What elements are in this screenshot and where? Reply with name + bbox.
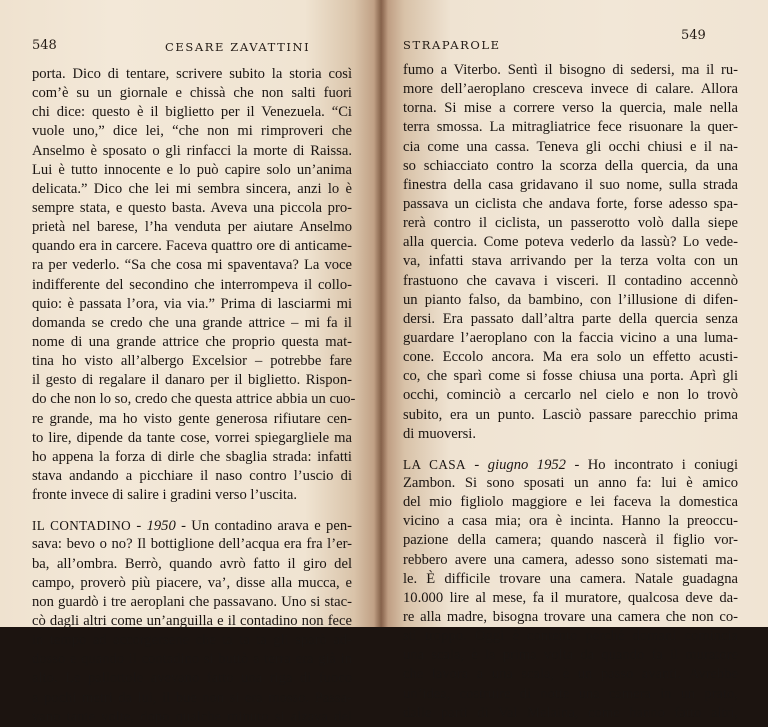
text-line: re grande, ma ho visto gente generosa rifiutare cen- <box>32 410 352 427</box>
text-line: quio: è passata l’ora, via via.” Prima di lasciarmi mi <box>32 295 352 312</box>
text-line: non guardò i tre aeroplani che passavano. Uno si stac- <box>32 593 352 610</box>
right-paragraph-1 <box>403 61 738 444</box>
text-line: ra per vederlo. “Sa che cosa mi spaventava? La voce <box>32 257 352 274</box>
text-line: to lire, dipende da tante cose, vorrei spiegargliele ma <box>32 429 352 446</box>
text-line: dalle parti di Val Melaina, come hanno fatto altri, <box>403 704 738 721</box>
section-heading-line <box>403 455 738 474</box>
text-line: Zambon. Si sono sposati un anno fa: lui è amico <box>403 474 738 491</box>
text-line: va, infatti stava arrivando per la terza volta con un <box>403 253 738 270</box>
section-first-line: - Ho incontrato i coniugi <box>565 456 739 473</box>
text-line: passava un ciclista che andava forte, forse adesso spa- <box>403 195 738 212</box>
text-line: sempre stata, e questo basta. Aveva una piccola pro- <box>32 199 352 216</box>
section-date-separator: - <box>465 456 488 473</box>
text-line: Lui è tutto innocente e lo può capire solo un’anima <box>32 161 352 178</box>
text-line: chi dice: questo è il biglietto per il Venezuela. “Ci <box>32 104 352 121</box>
text-line: pazione della camera; quando nascerà il figlio vor- <box>403 532 738 549</box>
text-line: alla quercia. Come poteva vederlo da lassù? Lo vede- <box>403 234 738 251</box>
text-line: tina ho visto all’albergo Excelsior – potrebbe fare <box>32 353 352 370</box>
left-paragraph-1 <box>32 65 356 505</box>
right-page-number: 549 <box>681 28 706 43</box>
section-first-line: - Un contadino arava e pen- <box>175 518 352 535</box>
text-line: finestra della casa gridavano il suo nome, sulla strada <box>403 176 738 193</box>
text-line: so schiacciato contro la scorza della quercia, da una <box>403 157 738 174</box>
section-date-separator: - <box>131 518 147 535</box>
text-line: delicata.” Dico che lei mi sembra sincera, anzi lo è <box>32 180 352 197</box>
text-line: domanda se credo che una grande attrice – mi fa il <box>32 314 352 331</box>
text-line: do che non lo so, credo che questa attrice abbia un cuo- <box>32 391 356 408</box>
text-line: stava andando a picchiare il naso contro l’uscio di <box>32 467 352 484</box>
text-line: com’è su un giornale e chissà che non salti fuori <box>32 85 352 102</box>
text-line: in tempo ad accorgersene che ta ta ta gli sparò ad- <box>32 632 352 649</box>
text-line: di muoversi. <box>403 425 476 442</box>
text-line: quando era in carcere. Faceva quattro ore di anticame- <box>32 238 352 255</box>
text-line: rebbero avere una camera, adesso sono sistemati ma- <box>403 551 738 568</box>
text-line: ho appena la forza di dirle che sbaglia strada: infatti <box>32 448 352 465</box>
right-page-text <box>403 61 738 723</box>
text-line: che lavora a una scala, è un passo avanti. Avrebbe <box>403 666 738 683</box>
right-running-head: STRAPAROLE <box>403 38 501 52</box>
section-date: 1950 <box>146 518 176 535</box>
text-line: terra smossa. La mitragliatrice fece risuonare la quer- <box>403 119 738 136</box>
text-line: una scala, è la prima volta da quando fa il muratore <box>403 647 738 664</box>
text-line: cò dagli altri come un’anguilla e il contadino non fece <box>32 612 352 629</box>
section-heading-line <box>32 516 352 535</box>
text-line: campo, proverò più piacere, va’, disse alla mucca, e <box>32 574 352 591</box>
text-line: ba, all’ombra. Berrò, quando avrò fatto il giro del <box>32 555 352 572</box>
text-line: nome di una grande attrice che proprio questa mat- <box>32 333 352 350</box>
text-line: rerà contro il ciclista, un passerotto volò dalla siepe <box>403 215 738 232</box>
text-line: il gesto di regalare il danaro per il biglietto. Rispon- <box>32 372 352 389</box>
text-line: vano tante volte, dopo qualche minuto si alzava del <box>32 708 352 725</box>
text-line: Anselmo è sposato o gli rinfacci la morte di Raissa. <box>32 142 352 159</box>
left-section-2-lines <box>32 535 352 726</box>
text-line: alto. Le pallottole avevano fatto una riga di fuoco <box>32 670 352 687</box>
text-line: sti troppo. Oggi è contento perché domani comincia <box>403 628 738 645</box>
text-line: cia come una cassa. Teneva gli occhi chiusi e il na- <box>403 138 738 155</box>
text-line: prietà nel barese, l’ha venduta per aiutare Anselmo <box>32 219 352 236</box>
section-date: giugno 1952 <box>487 456 566 473</box>
text-line: more dell’aeroplano cresceva invece di calare. Allora <box>403 81 738 98</box>
text-line: fumo a Viterbo. Sentì il bisogno di sedersi, ma il ru- <box>403 62 738 78</box>
text-line: subito, era un punto. Lasciò passare parecchio prima <box>403 406 738 423</box>
section-title: IL CONTADINO <box>32 518 132 534</box>
text-line: del mio figliolo maggiore e lei faceva la domestica <box>403 494 738 511</box>
text-line: fronte invece di salire i gradini verso l’uscita. <box>32 487 298 504</box>
text-line: indifferente del secondino che interrompeva il collo- <box>32 276 352 293</box>
text-line: a pochi metri da lui, il bue non si era mosso. Passa- <box>32 689 352 706</box>
text-line: sava: bevo o no? Il bottiglione dell’acqua era fra l’er- <box>32 536 352 553</box>
text-line: 10.000 lire al mese, fa il muratore, qualcosa deve da- <box>403 589 738 606</box>
text-line: torna. Si mise a correre verso la quercia, male nella <box>403 100 738 117</box>
text-line: vuole uno,” dice lei, “che non mi rimproveri che <box>32 123 352 140</box>
text-line: porta. Dico di tentare, scrivere subito la storia così <box>32 66 352 82</box>
left-page <box>0 0 381 725</box>
text-line: un’idea, costruire di notte una camera in un prato, <box>403 685 738 702</box>
left-running-head: CESARE ZAVATTINI <box>165 40 311 54</box>
text-line: occhi, cominciò a cercarlo nel cielo e non lo trovò <box>403 387 738 404</box>
section-il-contadino <box>32 516 352 727</box>
text-line: le. È difficile trovare una camera. Natale guadagna <box>403 570 738 587</box>
right-page <box>381 0 768 721</box>
left-page-text <box>32 65 356 727</box>
right-section-2-lines <box>403 474 738 723</box>
text-line: un pianto falso, da bambino, con l’illusione di difen- <box>403 291 738 308</box>
section-title: LA CASA <box>403 456 466 472</box>
text-line: cone. Eccolo ancora. Ma era solo un effetto acusti- <box>403 349 738 366</box>
book-gutter-shadow <box>374 0 388 627</box>
text-line: frastuono che cavava i visceri. Il contadino accennò <box>403 272 738 289</box>
text-line: dersi. Era passato dall’altra parte della quercia senza <box>403 310 738 327</box>
text-line: dosso e quando il contadino si buttò a terra era già in <box>32 651 352 668</box>
left-page-number: 548 <box>32 38 57 53</box>
text-line: guardare l’aeroplano con la faccia vicino a una luma- <box>403 329 738 346</box>
text-line: vicino a casa mia; ora è incinta. Hanno la preoccu- <box>403 513 738 530</box>
text-line: co, che sparì come si fosse chiusa una porta. Aprì gli <box>403 368 738 385</box>
section-la-casa <box>403 455 738 723</box>
text-line: re alla madre, bisogna trovare una camera che non co- <box>403 608 738 625</box>
